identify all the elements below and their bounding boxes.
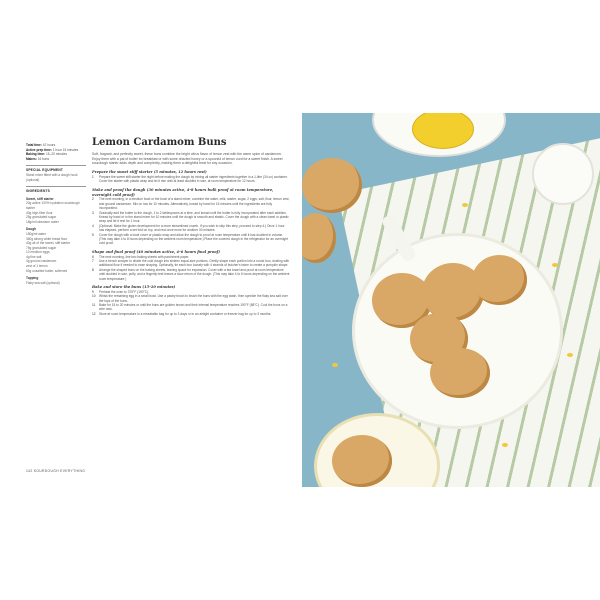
step-number: 6	[92, 254, 94, 259]
step-number: 3	[92, 210, 94, 215]
lemon-pattern-dot	[502, 443, 508, 447]
meta-label: Baking time:	[26, 152, 46, 157]
meta-value: 42 hours	[41, 143, 56, 147]
recipe-intro: Soft, fragrant, and perfectly sweet, these buns combine the bright citrus flavor of lemon zest with the warm spice of cardamom. Enjoy them with a pat of butter for breakfast or with some drizzled honey or a spoonful of lemon curd for a sweet finish. A sweet sourdough starter adds depth and complexity, making them a delightful treat for any occasion.	[92, 152, 283, 166]
method-step	[92, 259, 290, 268]
bun	[472, 255, 527, 305]
step-number: 11	[92, 303, 96, 308]
bun	[302, 158, 362, 213]
step-number: 2	[92, 197, 94, 202]
method-step	[92, 303, 290, 312]
lemon-pattern-dot	[332, 363, 338, 367]
ingredient-line: 40g all of the sweet, stiff starter	[26, 241, 71, 246]
lemon-pattern-dot	[462, 203, 468, 207]
special-equipment-text: Stand mixer fitted with a dough hook (optional)	[26, 172, 78, 182]
recipe-main	[92, 137, 290, 316]
ingredient-line: 18g/ml lukewarm water	[26, 219, 59, 224]
ingredient-group-name: Topping	[26, 276, 39, 281]
meta-value: 15–20 minutes	[45, 152, 67, 157]
step-number: 9	[92, 289, 94, 294]
section-heading: Shape and final proof (40 minutes active, 4–6 hours final proof)	[92, 249, 220, 254]
ingredient-line: 360g strong white bread flour	[26, 236, 68, 241]
ingredient-line: 10 medium eggs	[26, 250, 50, 255]
step-number: 1	[92, 174, 94, 179]
step-text: The next morning, line two baking sheets with parchment paper.	[99, 254, 190, 259]
step-text: The next morning, in a medium bowl or the bowl of a stand mixer, combine the water, milk, starter, sugar, 2 eggs, salt, flour, lemon zest, and ground cardamom. Mix on low for 10 minutes. Alternatively, knead by hand for 15 minutes until the ingredients are fully incorporated.	[99, 197, 290, 211]
method-step	[92, 312, 290, 316]
ingredient-line: Flaky sea salt (optional)	[26, 280, 60, 285]
method-step	[92, 233, 290, 246]
ingredient-groups	[26, 197, 86, 286]
step-text: Store at room temperature in a resealable bag for up to 3 days or in an airtight container or freezer bag for up to 3 months.	[99, 311, 272, 316]
ingredient-line: 75g granulated sugar	[26, 245, 57, 250]
recipe-page	[0, 113, 302, 487]
bun	[332, 435, 392, 487]
recipe-meta-list	[26, 143, 86, 161]
step-text: Use a bench scraper to divide the cold dough into sixteen equal-size portions. Gently shape each portion into a round bun, dusting with additional flour if needed to ease shaping. Optionally, tie each bun loosely with 4 strands of butcher's twine to create a pumpkin shape.	[99, 258, 290, 268]
step-text: (Optional: Make the gluten development for a more streamlined crumb. If you wish to skip this step, proceed to step 4.) Once 1 hour has elapsed, perform a set fold on top, and rest once more for another 30 minutes.	[99, 223, 285, 233]
butter-dish	[532, 143, 594, 205]
ingredient-line: 60g unsalted butter, softened	[26, 268, 68, 273]
step-number: 10	[92, 294, 96, 299]
section-heading: Bake and store the buns (15–20 minutes)	[92, 285, 176, 290]
lemon-pattern-dot	[552, 263, 558, 267]
method-step	[92, 197, 290, 210]
step-text: Cover the dough with a bowl cover or plastic wrap and allow the dough to proof at room temperature until it has doubled in volume. (This may take 4 to 8 hours depending on the ambient room temperature.) Place the covered dough in the refrigerator for an overnight cold proof.	[99, 232, 288, 246]
ingredient-group-name: Sweet, stiff starter	[26, 196, 54, 201]
step-number: 12	[92, 311, 96, 316]
ingredients-heading: INGREDIENTS	[26, 186, 86, 194]
step-text: Bake for 15 to 20 minutes or until the buns are golden brown and their internal temperature reaches 190°F (88°C). Cool the buns on a wire rack.	[99, 303, 288, 312]
ingredient-line: 4g fine salt	[26, 254, 42, 259]
section-heading: Prepare the sweet stiff starter (5 minutes, 12 hours rest)	[92, 170, 207, 175]
step-number: 7	[92, 258, 94, 263]
method-step	[92, 224, 290, 233]
step-number: 8	[92, 267, 94, 272]
meta-value: 1 hour 15 minutes	[51, 147, 79, 152]
ingredient-line: 180g/ml water	[26, 231, 47, 236]
meta-label: Makes:	[26, 156, 37, 161]
step-number: 5	[92, 232, 94, 237]
method-step	[92, 175, 290, 184]
step-text: Preheat the oven to 375°F (190°C).	[99, 289, 150, 294]
method-step	[92, 268, 290, 281]
recipe-title: Lemon Cardamom Buns	[92, 137, 227, 148]
ingredient-line: 40g high-fiber flour	[26, 210, 53, 215]
meta-value: 16 buns	[36, 156, 50, 161]
meta-label: Total time:	[26, 143, 42, 147]
ingredient-line: zest of 1 lemon	[26, 264, 48, 269]
step-text: Prepare the sweet stiff starter the night before making the dough by mixing all starter ingredients together in a 1-liter (34 oz) container. Cover the starter with plastic wrap and let it rise until at least doubled in size, at room temperature for 12 hours.	[99, 174, 288, 184]
meta-label: Active prep time:	[26, 147, 52, 152]
lemon-pattern-dot	[567, 353, 573, 357]
ingredient-group-name: Dough	[26, 227, 37, 232]
step-text: Whisk the remaining egg in a small bowl. Use a pastry brush to brush the buns with the egg wash, then sprinkle the flaky sea salt over the tops of the buns.	[99, 294, 288, 303]
method-step	[92, 294, 290, 303]
ingredient-line: 25g granulated sugar	[26, 215, 57, 220]
ingredient-line: 4g ground cardamom	[26, 259, 57, 264]
page-folio: 142 SOURDOUGH EVERYTHING	[26, 469, 86, 473]
bun	[430, 348, 490, 398]
ingredient-line: 20g active 100% hydration sourdough starter	[26, 201, 80, 210]
section-heading: Make and proof the dough (30 minutes active, 4–8 hours bulk proof at room temperature, overnight cold proof)	[92, 187, 274, 197]
method-sections	[92, 170, 290, 316]
step-text: Gradually add the butter to the dough, 1 to 2 tablespoons at a time, and knead until the butter is fully incorporated after each addition. Knead by hand or in the stand mixer for 10 minutes until the dough is smooth and elastic. Cover the dough with a clean towel or plastic wrap and let it rest for 1 hour.	[99, 210, 289, 224]
step-text: Arrange the shaped buns on the baking sheets, leaving space for expansion. Cover with a tea towel and proof at room temperature until doubled in size, puffy, and a fingertip test leaves a slow return of the dough. (This may take 4 to 6 hours depending on the ambient room temperature.)	[99, 267, 290, 281]
step-number: 4	[92, 223, 94, 228]
special-equipment-heading: SPECIAL EQUIPMENT	[26, 165, 86, 173]
recipe-sidebar	[26, 143, 86, 285]
bun	[302, 213, 336, 263]
book-spread	[0, 113, 600, 487]
method-step	[92, 211, 290, 224]
meta-row	[26, 157, 86, 162]
recipe-photo	[302, 113, 600, 487]
